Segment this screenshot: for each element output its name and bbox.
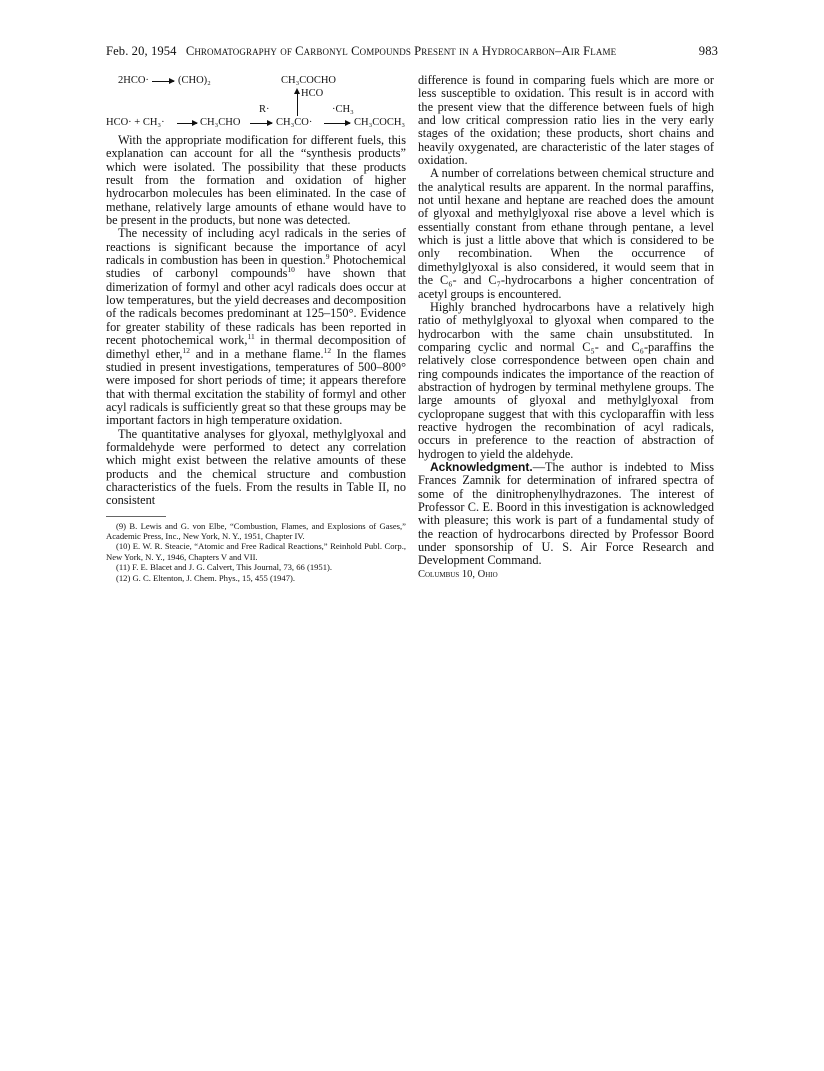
eq1-arrow <box>152 81 174 82</box>
paragraph: Highly branched hydrocarbons have a relatively high ratio of methylglyoxal to glyoxal when compared to the hydrocarbon with the same chain unsubstituted. In comparing cyclic and normal C₅- and C₆-paraffins the relatively close correspondence between open chain and ring compounds indicates the importance of the reaction of abstraction of hydrogen by terminal methylene groups. The large amounts of glyoxal and methylglyoxal from cyclopropane suggest that with this cycloparaffin with less reactive hydrogen the recombination of acyl radicals, occurs in preference to the reaction of abstraction of hydrogen to yield the aldehyde. <box>418 299 714 461</box>
acknowledgment: Acknowledgment.—The author is indebted to Miss Frances Zamnik for determination of infrared spectra of some of the dinitrophenylhydrazones. The interest of Professor C. E. Boord in this investigation is acknowledged with pleasure; this work is part of a fundamental study of the reaction of hydrocarbons directed by Professor Boord under sponsorship of U. S. Air Force Research and Development Command. <box>418 459 714 568</box>
paragraph: A number of correlations between chemical structure and the analytical results are apparent. In the normal paraffins, not until hexane and heptane are reached does the amount of glyoxal and methylglyoxal rise above a level which is essentially constant from ethane through pentane, a level which is just a little above that which is considered to be only recombination. When the occurrence of dimethylglyoxal is also considered, it would seem that in the C₆- and C₇-hydrocarbons a higher concentration of acetyl groups is encountered. <box>418 166 714 301</box>
reference-mark: 12 <box>323 345 332 355</box>
up-arrow <box>297 90 298 116</box>
eq2-acetone: CH₃COCH₃ <box>354 117 406 128</box>
paragraph: The quantitative analyses for glyoxal, methylglyoxal and formaldehyde were performed to detect any correlation which might exist between the relative amounts of these products and the chemical structure and combustion characteristics of the fuels. From the results in Table II, no consistent <box>106 426 406 508</box>
footnote: (9) B. Lewis and G. von Elbe, “Combustion, Flames, and Explosions of Gases,” Academic Press, Inc., New York, N. Y., 1951, Chapter IV. <box>106 520 406 542</box>
eq2-arrow-1 <box>177 123 197 124</box>
page-number: 983 <box>698 44 718 58</box>
footnote-divider <box>106 516 166 517</box>
reference-mark: 10 <box>287 265 295 275</box>
reference-mark: 9 <box>325 252 330 261</box>
running-header <box>106 44 718 59</box>
reference-mark: 11 <box>247 332 255 342</box>
paragraph: With the appropriate modification for different fuels, this explanation can account for all the “synthesis products” which were isolated. The possibility that these products result from the formation and oxidation of higher hydrocarbon molecules has been eliminated. In the case of methane, relatively large amounts of ethane would have to be present in the products, but none was detected. <box>106 133 406 228</box>
footnote: (11) F. E. Blacet and J. G. Calvert, This Journal, 73, 66 (1951). <box>116 562 333 573</box>
eq2-acetaldehyde: CH₃CHO <box>200 117 241 128</box>
footnote: (10) E. W. R. Steacie, “Atomic and Free Radical Reactions,” Reinhold Publ. Corp., New York, N. Y., 1946, Chapters V and VII. <box>106 541 406 562</box>
reaction-scheme <box>106 74 418 134</box>
eq2-arrow-3 <box>324 123 350 124</box>
paragraph: difference is found in comparing fuels which are more or less susceptible to oxidation. This result is in accord with the present view that the difference between fuels of high and low critical compression ratio lies in the very early stages of the oxidation; these products, short chains and heavily oxygenated, are characteristic of the later stages of oxidation. <box>418 73 714 168</box>
eq1-product: (CHO)₂ <box>178 75 211 86</box>
ch3-label: ·CH₃ <box>332 104 354 115</box>
reference-mark: 12 <box>182 345 190 355</box>
left-column <box>106 74 406 583</box>
header-title: Chromatography of Carbonyl Compounds Present in a Hydrocarbon–Air Flame <box>185 44 617 58</box>
author-location: Columbus 10, Ohio <box>418 568 498 580</box>
r-radical-label: R· <box>259 104 270 115</box>
top-product: CH₃COCHO <box>281 75 337 86</box>
acknowledgment-heading: Acknowledgment. <box>430 459 533 474</box>
paragraph: The necessity of including acyl radicals in the series of reactions is significant because the importance of acyl radicals in combustion has been in question.$^9$ Photochemical studies of carbonyl compounds$^{10}$ have shown that dimerization of formyl and other acyl radicals does occur at low temperatures, but the yield decreases and decomposition of the radicals becomes predominant at 125–150°. Evidence for greater stability of these radicals has been reported in recent photochemical work,$^{11}$ in thermal decomposition of dimethyl ether,$^{12}$ and in a methane flame.$^{12}$ In the flames studied in present investigations, temperatures of 500–800° were imposed for short periods of time; it appears therefore that with thermal excitation the stability of formyl and other acyl radicals is sufficiently great so that these groups may be important factors in high temperature oxidation. <box>106 226 407 428</box>
eq1-reactant: 2HCO· <box>118 75 149 86</box>
footnotes <box>106 521 406 583</box>
eq2-reactants: HCO· + CH₃· <box>106 117 165 128</box>
right-column <box>418 74 714 581</box>
header-date: Feb. 20, 1954 <box>106 44 177 58</box>
eq2-arrow-2 <box>250 123 272 124</box>
footnote: (12) G. C. Eltenton, J. Chem. Phys., 15, 455 (1947). <box>116 572 296 583</box>
eq2-acetyl: CH₃CO· <box>276 117 313 128</box>
hco-label: HCO <box>301 88 324 99</box>
